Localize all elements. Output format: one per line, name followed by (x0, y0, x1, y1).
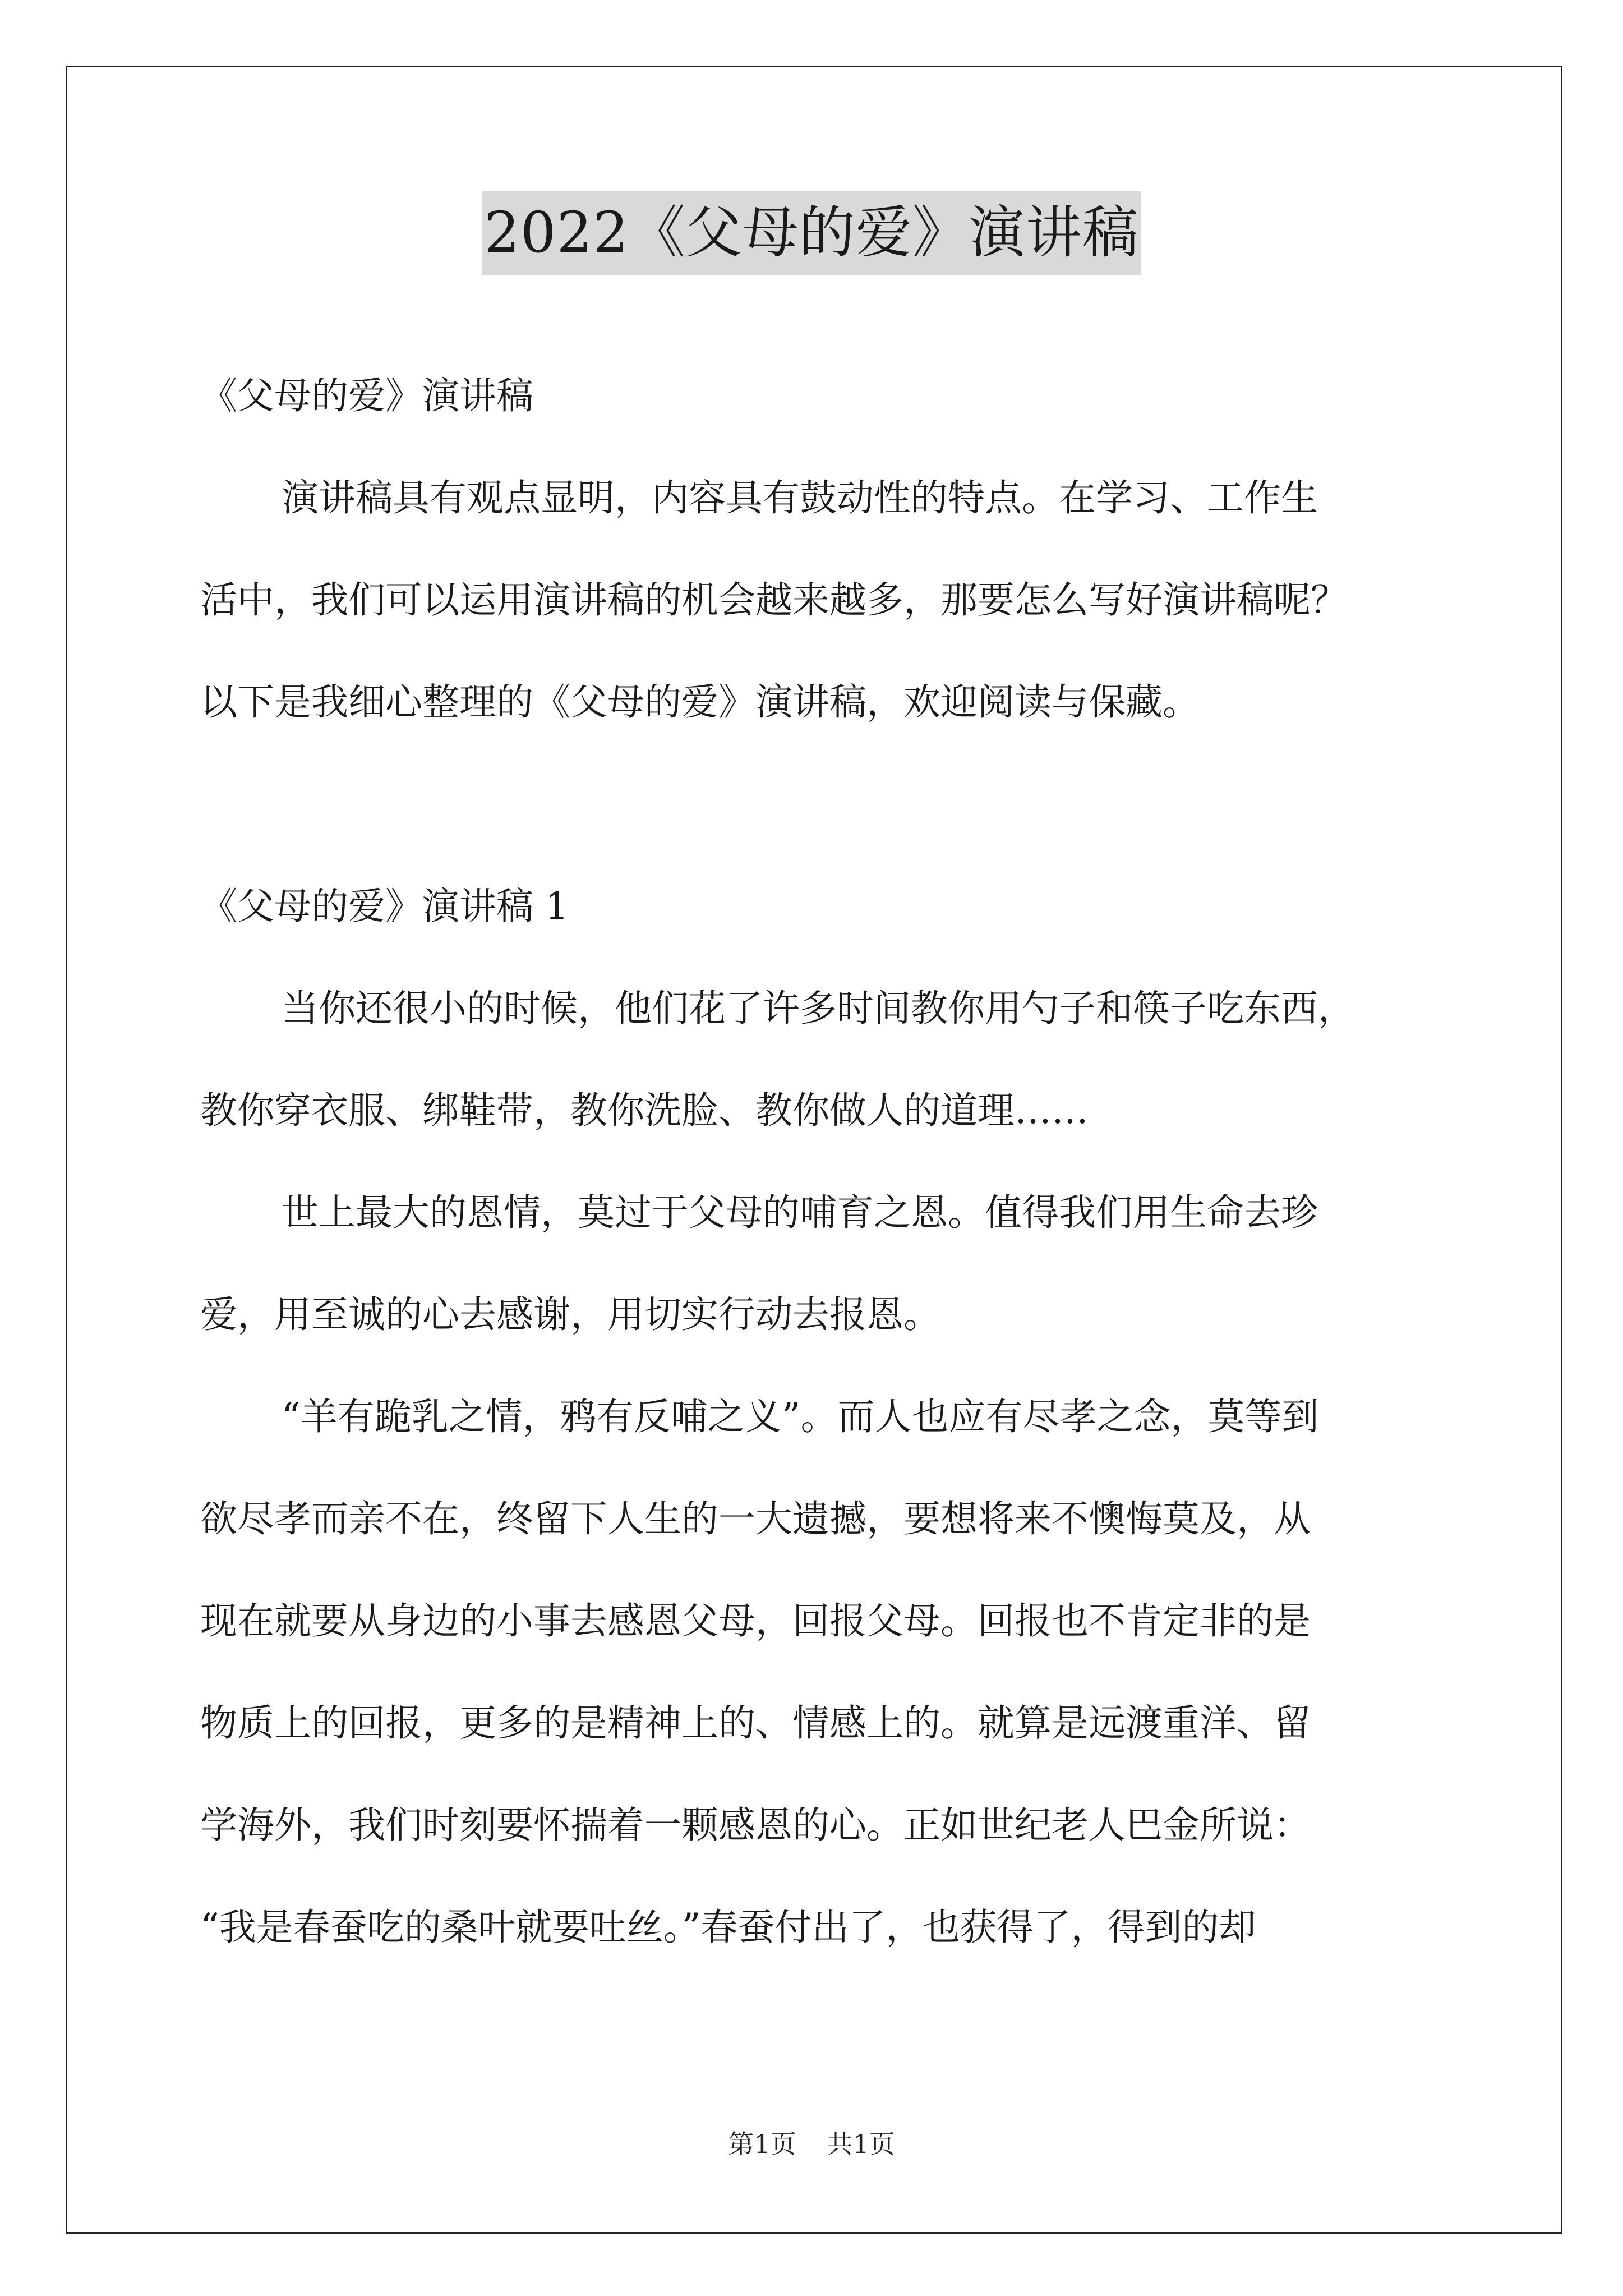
para1-line-1: 当你还很小的时候，他们花了许多时间教你用勺子和筷子吃东西， (282, 987, 1355, 1030)
subtitle: 《父母的爱》演讲稿 (200, 374, 533, 417)
para2-line-2: 爱，用至诚的心去感谢，用切实行动去报恩。 (200, 1293, 940, 1336)
para3-line-1: “羊有跪乳之情，鸦有反哺之义”。而人也应有尽孝之念，莫等到 (282, 1395, 1319, 1438)
para3-line-6: “我是春蚕吃的桑叶就要吐丝。”春蚕付出了，也获得了，得到的却 (200, 1906, 1256, 1949)
document-body (200, 345, 1440, 1978)
intro-line-1: 演讲稿具有观点显明，内容具有鼓动性的特点。在学习、工作生 (282, 476, 1318, 519)
document-title: 2022《父母的爱》演讲稿 (482, 191, 1141, 275)
para2-line-1: 世上最大的恩情，莫过于父母的哺育之恩。值得我们用生命去珍 (282, 1191, 1318, 1234)
paragraph-spacer (200, 753, 1440, 855)
page-total: 共1页 (827, 2129, 895, 2159)
intro-line-3: 以下是我细心整理的《父母的爱》演讲稿，欢迎阅读与保藏。 (200, 680, 1200, 724)
title-container (0, 191, 1623, 275)
para3-line-5: 学海外，我们时刻要怀揣着一颗感恩的心。正如世纪老人巴金所说： (200, 1803, 1311, 1847)
para1-line-2: 教你穿衣服、绑鞋带，教你洗脸、教你做人的道理…… (200, 1089, 1089, 1132)
intro-line-2: 活中，我们可以运用演讲稿的机会越来越多，那要怎么写好演讲稿呢？ (200, 578, 1348, 622)
para3-line-3: 现在就要从身边的小事去感恩父母，回报父母。回报也不肯定非的是 (200, 1599, 1311, 1642)
para3-line-2: 欲尽孝而亲不在，终留下人生的一大遗撼，要想将来不懊悔莫及，从 (200, 1497, 1311, 1540)
page-number: 第1页 (728, 2129, 796, 2159)
section-heading: 《父母的爱》演讲稿 1 (200, 885, 569, 928)
para3-line-4: 物质上的回报，更多的是精神上的、情感上的。就算是远渡重洋、留 (200, 1701, 1311, 1745)
page-footer (0, 2127, 1623, 2161)
